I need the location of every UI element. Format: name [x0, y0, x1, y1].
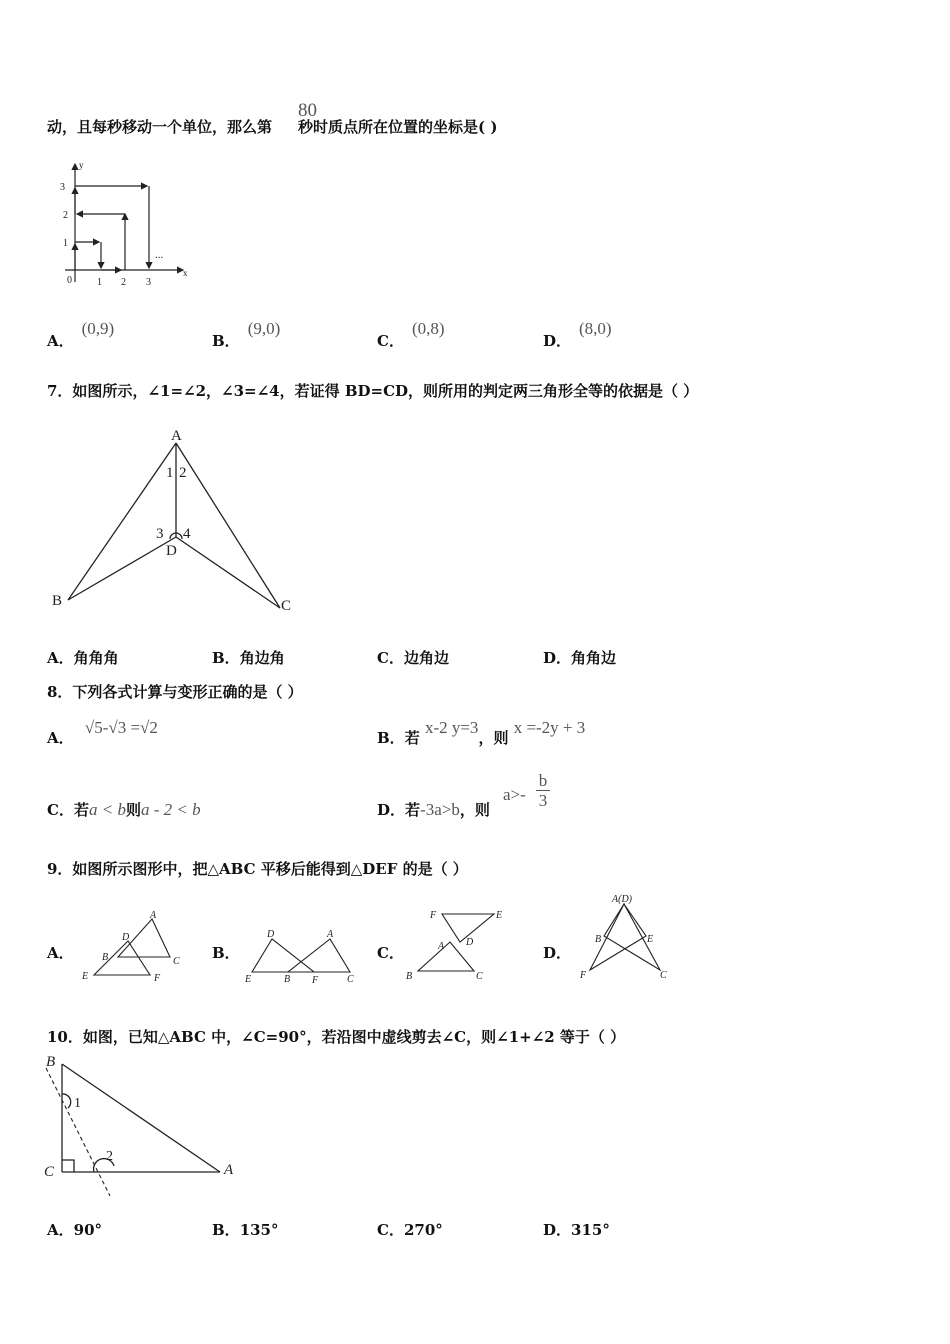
q8-option-b-pre: 若 [404, 729, 420, 747]
q9-option-d-label: D． [543, 944, 572, 962]
q8-option-a-expr: √5-√3 =√2 [84, 718, 158, 737]
q10-option-a[interactable] [47, 1219, 102, 1240]
q10-option-c[interactable] [377, 1219, 443, 1240]
q6-ytick-2: 2 [63, 210, 68, 221]
q7-angle-4: 4 [183, 526, 191, 542]
q7-option-c-label: C． [377, 649, 404, 667]
q10-point-c: C [44, 1164, 55, 1180]
q10-option-d[interactable] [543, 1219, 610, 1240]
q6-xtick-1: 1 [97, 277, 102, 288]
q10-option-d-value: 315° [571, 1221, 610, 1239]
q6-option-c[interactable] [377, 319, 445, 351]
q9-c-pt-a: A [438, 941, 445, 952]
q8-option-b-mid: ，则 [478, 729, 509, 747]
q9-b-pt-a: A [327, 929, 334, 940]
q10-option-b-value: 135° [239, 1221, 279, 1239]
q10-option-a-label: A． [47, 1221, 74, 1239]
q9-d-pt-b: B [595, 934, 602, 945]
q8-stem: 8．下列各式计算与变形正确的是（ ） [47, 683, 303, 701]
q10-option-c-label: C． [377, 1221, 404, 1239]
q8-option-b-res: x =-2y + 3 [513, 718, 586, 737]
q7-option-b[interactable] [212, 647, 285, 668]
q7-stem: 7．如图所示，∠1=∠2，∠3=∠4，若证得 BD=CD，则所用的判定两三角形全等的依据是（ ） [47, 382, 699, 400]
q9-option-b[interactable] [212, 942, 240, 963]
q7-point-b: B [52, 593, 63, 609]
q8-option-a-label: A． [47, 729, 74, 747]
q6-option-d-label: D． [543, 332, 572, 350]
q7-angle-1: 1 [166, 465, 174, 481]
q9-option-d[interactable] [543, 942, 571, 963]
q7-option-b-label: B． [212, 649, 240, 667]
q9-a-pt-f: F [154, 973, 161, 984]
q9-c-pt-c: C [476, 971, 483, 982]
q8-option-d-denominator: 3 [538, 791, 548, 810]
q9-a-pt-d: D [122, 932, 130, 943]
q8-option-d-fraction [536, 772, 550, 811]
q9-c-pt-e: E [496, 910, 503, 921]
q6-option-d[interactable] [543, 319, 612, 351]
q7-option-a[interactable] [47, 647, 119, 668]
q6-ytick-1: 1 [63, 238, 68, 249]
q8-option-d-cond: -3a>b [420, 800, 460, 819]
q8-option-d[interactable] [377, 799, 490, 820]
q9-figure-b [242, 925, 367, 989]
q10-option-b-label: B． [212, 1221, 240, 1239]
q7-option-d[interactable] [543, 647, 616, 668]
q8-option-c-cond: a < b [88, 800, 126, 819]
q7-option-d-value: 角角边 [571, 649, 617, 667]
q9-figure-d [574, 890, 674, 985]
q6-xtick-2: 2 [121, 277, 126, 288]
q8-option-c[interactable] [47, 799, 201, 820]
q6-origin: 0 [67, 275, 72, 286]
q7-option-b-value: 角边角 [239, 649, 285, 667]
q9-d-pt-ad: A(D) [612, 894, 632, 905]
q7-option-a-value: 角角角 [73, 649, 119, 667]
q10-figure [40, 1050, 250, 1200]
q8-option-c-mid: 则 [125, 801, 141, 819]
q7-point-c: C [281, 598, 292, 614]
q8-option-b-label: B． [377, 729, 405, 747]
q10-point-b: B [46, 1054, 56, 1070]
q9-stem: 9．如图所示图形中，把△ABC 平移后能得到△DEF 的是（ ） [47, 860, 468, 878]
q8-option-b-cond: x-2 y=3 [424, 718, 479, 737]
q9-b-pt-b: B [284, 974, 291, 985]
q8-option-c-pre: 若 [73, 801, 89, 819]
q8-option-c-label: C． [47, 801, 74, 819]
q10-angle-2: 2 [106, 1149, 113, 1164]
q10-option-a-value: 90° [73, 1221, 103, 1239]
q8-option-b[interactable] [377, 718, 586, 748]
q10-point-a: A [224, 1162, 234, 1178]
q7-option-c[interactable] [377, 647, 449, 668]
q9-option-c-label: C． [377, 944, 404, 962]
q6-xtick-3: 3 [146, 277, 151, 288]
q9-c-pt-b: B [406, 971, 413, 982]
q8-option-d-mid: ，则 [459, 801, 490, 819]
q6-option-d-value: (8,0) [579, 319, 612, 338]
q6-y-label: y [79, 160, 84, 170]
q6-stem-part2: 秒时质点所在位置的坐标是( ) [298, 118, 498, 136]
q10-option-c-value: 270° [403, 1221, 443, 1239]
q6-figure [55, 158, 195, 293]
q6-path [75, 186, 149, 270]
q9-a-pt-e: E [82, 971, 89, 982]
q7-option-d-label: D． [543, 649, 572, 667]
q7-point-a: A [171, 428, 182, 444]
q9-d-pt-e: E [647, 934, 654, 945]
q8-option-a[interactable] [47, 718, 158, 748]
q9-option-a[interactable] [47, 942, 74, 963]
q9-b-pt-c: C [347, 974, 354, 985]
q7-angle-2: 2 [179, 465, 187, 481]
q10-option-b[interactable] [212, 1219, 279, 1240]
q6-option-b[interactable] [212, 319, 281, 351]
q10-option-d-label: D． [543, 1221, 572, 1239]
q9-c-pt-d: D [466, 937, 474, 948]
q7-option-a-label: A． [47, 649, 74, 667]
q8-option-c-res: a - 2 < b [140, 800, 201, 819]
q9-b-pt-f: F [312, 975, 319, 986]
q6-option-b-label: B． [212, 332, 240, 350]
q7-point-d: D [166, 543, 177, 559]
q6-option-a-label: A． [47, 332, 74, 350]
q6-stem-part1: 动，且每秒移动一个单位，那么第 [47, 118, 273, 136]
q9-b-pt-d: D [267, 929, 275, 940]
q10-cut-line [46, 1068, 110, 1196]
q8-option-d-label: D． [377, 801, 406, 819]
q9-a-pt-b: B [102, 952, 109, 963]
q6-ytick-3: 3 [60, 182, 65, 193]
q7-figure [48, 425, 298, 615]
q9-d-pt-f: F [580, 970, 587, 981]
q6-option-c-value: (0,8) [411, 319, 445, 338]
q10-stem: 10．如图，已知△ABC 中，∠C=90°，若沿图中虚线剪去∠C，则∠1+∠2 等于（ ） [47, 1028, 626, 1046]
q6-x-label: x [183, 268, 188, 278]
q8-option-d-numerator: b [538, 771, 548, 790]
q10-angle-1: 1 [74, 1096, 81, 1111]
q6-option-c-label: C． [377, 332, 404, 350]
q6-option-a-value: (0,9) [81, 319, 115, 338]
q9-figure-c [402, 902, 512, 987]
q6-option-b-value: (9,0) [247, 319, 281, 338]
q9-d-pt-c: C [660, 970, 667, 981]
q6-stem-exponent: 80 [298, 100, 317, 121]
q9-b-pt-e: E [245, 974, 252, 985]
q9-a-pt-c: C [173, 956, 180, 967]
q9-c-pt-f: F [430, 910, 437, 921]
q9-a-pt-a: A [150, 910, 157, 921]
q8-option-d-res: a>- [503, 785, 526, 804]
q6-option-a[interactable] [47, 319, 115, 351]
q6-ellipsis: ... [155, 249, 164, 261]
q9-option-c[interactable] [377, 942, 404, 963]
q9-option-a-label: A． [47, 944, 74, 962]
q7-angle-3: 3 [156, 526, 164, 542]
q9-option-b-label: B． [212, 944, 240, 962]
q7-option-c-value: 边角边 [403, 649, 449, 667]
q8-option-d-pre: 若 [405, 801, 421, 819]
q6-stem [47, 116, 497, 137]
q9-figure-a [80, 905, 190, 985]
